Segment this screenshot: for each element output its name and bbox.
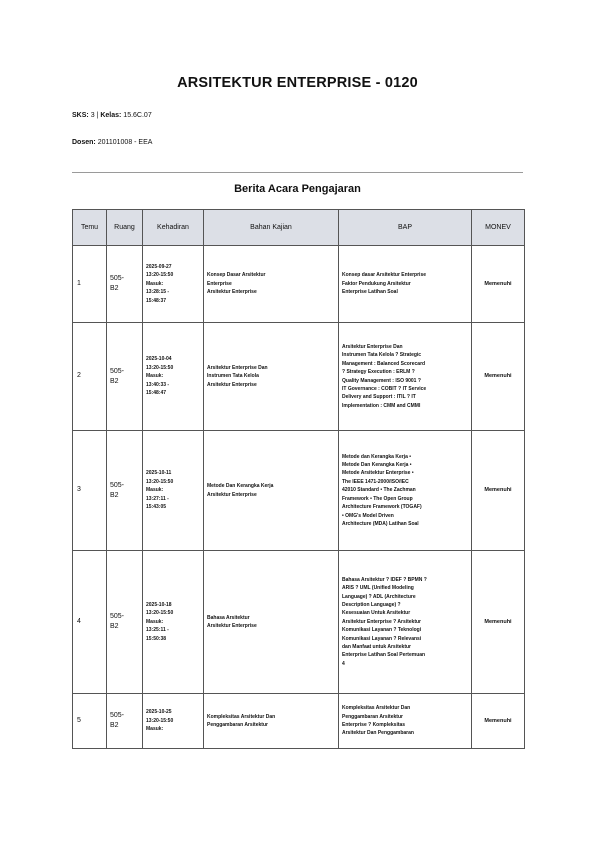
cell-ruang: 505- B2 bbox=[107, 694, 143, 749]
section-divider bbox=[72, 172, 523, 173]
cell-bap: Bahasa Arsitektur ? IDEF ? BPMN ? ARIS ? UML (Unified Modeling Language) ? ADL (Architecture Description Language) ? Kesesuaian Untuk Arsitektur Arsitektur Enterprise ? Arsitektur Komunikasi Layanan ? Teknologi Komunikasi Layanan ? Relevansi dan Manfaat untuk Arsitektur Enterprise Latihan Soal Pertemuan 4 bbox=[339, 551, 472, 694]
table-row bbox=[73, 323, 525, 431]
course-meta-dosen bbox=[72, 139, 152, 146]
kelas-value: 15.6C.07 bbox=[123, 112, 152, 119]
header-kehadiran: Kehadiran bbox=[143, 210, 204, 246]
cell-bap: Arsitektur Enterprise Dan Instrumen Tata Kelola ? Strategic Management : Balanced Scorecard ? Strategy Execution : ERLM ? Quality Management : ISO 9001 ? IT Governance : COBIT ? IT Service Delivery and Support : ITIL ? IT Implementation : CMM and CMMI bbox=[339, 323, 472, 431]
cell-bahan-kajian: Konsep Dasar Arsitektur Enterprise Arsitektur Enterprise bbox=[204, 246, 339, 323]
cell-temu: 3 bbox=[73, 431, 107, 551]
cell-temu: 5 bbox=[73, 694, 107, 749]
cell-bahan-kajian: Arsitektur Enterprise Dan Instrumen Tata Kelola Arsitektur Enterprise bbox=[204, 323, 339, 431]
table-row bbox=[73, 694, 525, 749]
cell-temu: 2 bbox=[73, 323, 107, 431]
cell-kehadiran: 2025-10-04 13:20-15:50 Masuk: 13:40:33 - 15:48:47 bbox=[143, 323, 204, 431]
cell-monev: Memenuhi bbox=[472, 323, 525, 431]
page-title: ARSITEKTUR ENTERPRISE - 0120 bbox=[177, 75, 418, 91]
dosen-value: 201101008 - EEA bbox=[97, 139, 153, 146]
course-meta-sks-kelas bbox=[72, 112, 152, 119]
header-bahan-kajian: Bahan Kajian bbox=[204, 210, 339, 246]
meta-separator: | bbox=[96, 112, 99, 119]
table-row bbox=[73, 431, 525, 551]
cell-bap: Konsep dasar Arsitektur Enterprise Faktor Pendukung Arsitektur Enterprise Latihan Soal bbox=[339, 246, 472, 323]
section-title: Berita Acara Pengajaran bbox=[234, 183, 361, 195]
cell-bap: Metode dan Kerangka Kerja • Metode Dan Kerangka Kerja • Metode Arsitektur Enterprise • The IEEE 1471-2000/ISO/IEC 42010 Standard • The Zachman Framework • The Open Group Architecture Framework (TOGAF) • OMG's Model Driven Architecture (MDA) Latihan Soal bbox=[339, 431, 472, 551]
teaching-record-table bbox=[72, 209, 525, 749]
cell-ruang: 505- B2 bbox=[107, 246, 143, 323]
cell-kehadiran: 2025-10-11 13:20-15:50 Masuk: 13:27:11 - 15:43:05 bbox=[143, 431, 204, 551]
cell-monev: Memenuhi bbox=[472, 246, 525, 323]
header-temu: Temu bbox=[73, 210, 107, 246]
table-row bbox=[73, 246, 525, 323]
cell-bahan-kajian: Metode Dan Kerangka Kerja Arsitektur Enterprise bbox=[204, 431, 339, 551]
header-bap: BAP bbox=[339, 210, 472, 246]
cell-kehadiran: 2025-10-25 13:20-15:50 Masuk: bbox=[143, 694, 204, 749]
cell-bahan-kajian: Bahasa Arsitektur Arsitektur Enterprise bbox=[204, 551, 339, 694]
kelas-label: Kelas: bbox=[100, 112, 122, 119]
cell-ruang: 505- B2 bbox=[107, 431, 143, 551]
dosen-label: Dosen: bbox=[72, 139, 96, 146]
table-header-row bbox=[73, 210, 525, 246]
cell-ruang: 505- B2 bbox=[107, 551, 143, 694]
header-monev: MONEV bbox=[472, 210, 525, 246]
cell-kehadiran: 2025-09-27 13:20-15:50 Masuk: 13:28:15 - 15:48:37 bbox=[143, 246, 204, 323]
cell-monev: Memenuhi bbox=[472, 694, 525, 749]
cell-kehadiran: 2025-10-18 13:20-15:50 Masuk: 13:25:11 - 15:50:38 bbox=[143, 551, 204, 694]
cell-bahan-kajian: Kompleksitas Arsitektur Dan Penggambaran Arsitektur bbox=[204, 694, 339, 749]
cell-temu: 4 bbox=[73, 551, 107, 694]
sks-value: 3 bbox=[90, 112, 95, 119]
table-row bbox=[73, 551, 525, 694]
cell-monev: Memenuhi bbox=[472, 551, 525, 694]
cell-temu: 1 bbox=[73, 246, 107, 323]
cell-ruang: 505- B2 bbox=[107, 323, 143, 431]
sks-label: SKS: bbox=[72, 112, 89, 119]
header-ruang: Ruang bbox=[107, 210, 143, 246]
cell-monev: Memenuhi bbox=[472, 431, 525, 551]
cell-bap: Kompleksitas Arsitektur Dan Penggambaran Arsitektur Enterprise ? Kompleksitas Arsitektur Dan Penggambaran bbox=[339, 694, 472, 749]
